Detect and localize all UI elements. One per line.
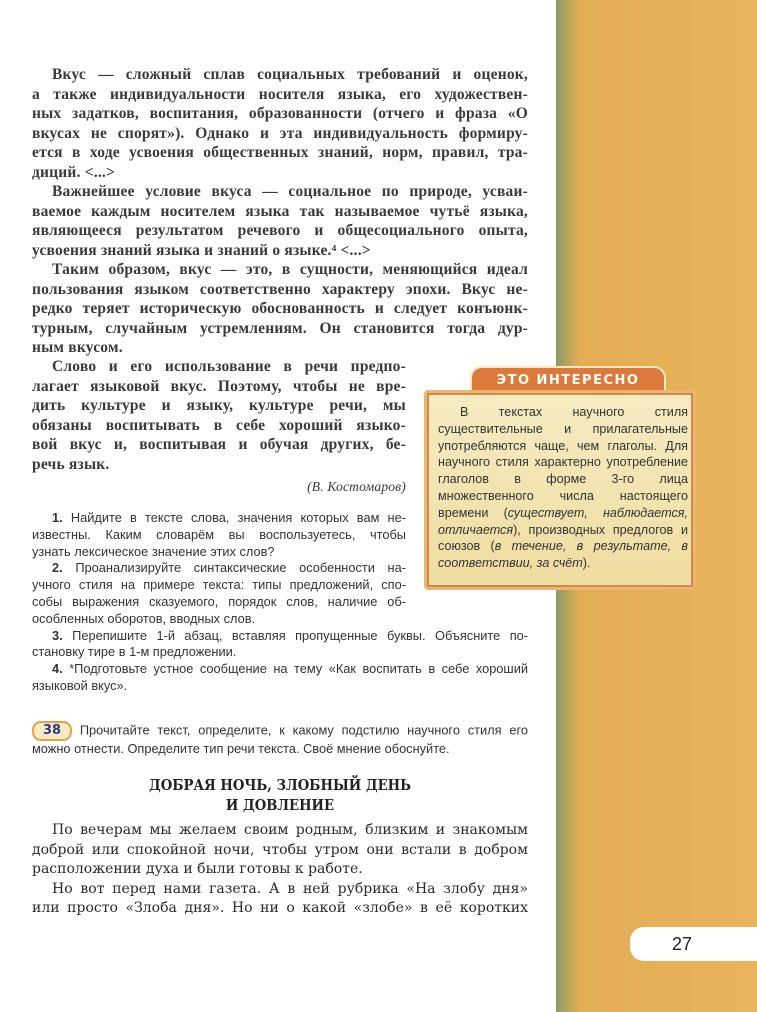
text-line: диций. <...>: [32, 163, 116, 181]
question-number: 2.: [52, 560, 63, 576]
text-line: лагает языковой вкус. Поэтому, чтобы не вре-: [32, 377, 406, 395]
text-line: По вечерам мы желаем своим родным, близким и знакомым: [52, 822, 528, 838]
text-line: Слово и его использование в речи предпо-: [52, 358, 406, 375]
question-item: [32, 510, 406, 560]
paragraph-4-block: [32, 357, 406, 497]
text-line: [32, 594, 406, 611]
text-line: ных задатков, воспитания, образованности (отчего и фраза «О: [32, 105, 528, 122]
text-line: [32, 560, 406, 577]
text-line: речь язык.: [32, 455, 110, 473]
article-text: [32, 821, 528, 919]
text-line: [32, 510, 406, 527]
text-line: расположении духа и были готовы к работе.: [32, 861, 363, 877]
article-paragraph-2: [32, 880, 528, 919]
text-line: Вкус — сложный сплав социальных требований и оценок,: [52, 66, 528, 83]
text-line: обязаны воспитывать в себе хороший языко-: [32, 416, 406, 434]
question-number: 1.: [52, 510, 63, 525]
question-text: становку тире в 1-м предложении.: [32, 644, 237, 660]
heading-line: И ДОВЛЕНИЕ: [225, 796, 335, 814]
question-text: учного стиля на примере текста: типы предложений, спо-: [32, 577, 406, 593]
page-number: 27: [630, 927, 757, 961]
question-text: Перепишите 1-й абзац, вставляя пропущенные буквы. Объясните по-: [72, 627, 528, 643]
sidebox-italic: в течение, в результате, в соответствии, за счёт: [438, 539, 688, 571]
text-line: Важнейшее условие вкуса — социальное по природе, усваи-: [52, 183, 528, 200]
text-line: Таким образом, вкус — это, в сущности, меняющийся идеал: [52, 261, 528, 278]
sidebox-italic: существует, наблюдается, отличается: [438, 505, 689, 537]
section-heading: [62, 775, 498, 815]
question-item: [32, 661, 528, 695]
question-text: особленных оборотов, вводных слов.: [32, 610, 256, 626]
question-text: Найдите в тексте слова, значения которых вам не-: [70, 510, 406, 525]
sidebox-text-part: ).: [582, 556, 591, 571]
sidebox-text-part: ), производных предлогов и союзов (: [438, 522, 688, 554]
text-line: редко теряет историческую обоснованность и следует конъюнк-: [32, 300, 528, 317]
text-line: доброй или спокойной ночи, чтобы утром они встали в добром: [32, 841, 528, 858]
question-item: [32, 628, 528, 662]
text-line: [32, 661, 528, 678]
question-text: собы выражения сказуемого, порядок слов, наличие об-: [32, 593, 406, 609]
text-line: вой вкус и, воспитывая и обучая других, бе-: [32, 436, 406, 453]
text-line: являющееся результатом речевого и общесоциального опыта,: [32, 222, 528, 239]
text-line: [32, 678, 528, 695]
sidebox-text-part: В текстах научного стиля существительные и прилагательные употребляются чаще, чем глаголы. Для научного стиля характерно употребление глаголов в форме 3-го лица множественного числа настоящего времени (: [438, 405, 688, 520]
question-number: 3.: [52, 627, 63, 643]
question-text: *Подготовьте устное сообщение на тему «Как воспитать в себе хороший: [69, 661, 528, 677]
paragraph-4: [32, 357, 406, 474]
exercise-38: [32, 721, 528, 758]
text-line: [32, 527, 406, 544]
text-line: дить культуре и языку, культуре речи, мы: [32, 397, 406, 414]
question-item: [32, 560, 406, 627]
question-text: известны. Каким словарём вы воспользуетесь, чтобы: [32, 526, 406, 542]
text-line: [32, 611, 406, 628]
text-line: турным, случайным устремлениям. Он становится тогда дур-: [32, 319, 528, 337]
text-line: ется в ходе усвоения общественных знаний, норм, правил, тра-: [32, 144, 528, 161]
paragraph-1: [32, 65, 528, 182]
question-text: узнать лексическое значение этих слов?: [32, 543, 275, 559]
text-line: а также индивидуальности носителя языка, его художествен-: [32, 85, 528, 103]
exercise-text: Прочитайте текст, определите, к какому подстилю научного стиля его можно отнести. Определите тип речи текста. Своё мнение обоснуйте.: [32, 722, 528, 756]
text-line: Но вот перед нами газета. А в ней рубрика «На злобу дня»: [52, 880, 528, 897]
text-line: [32, 544, 406, 561]
text-line: [32, 577, 406, 594]
sidebox-text: [438, 404, 688, 572]
sidebox-title: ЭТО ИНТЕРЕСНО: [470, 366, 666, 394]
main-text: [32, 65, 528, 358]
text-line: пользования языком соответственно характеру эпохи. Вкус не-: [32, 280, 528, 298]
paragraph-3: [32, 260, 528, 358]
article-paragraph-1: [32, 821, 528, 880]
attribution: (В. Костомаров): [307, 479, 406, 494]
text-line: [32, 628, 528, 645]
text-line: вкусах не спорят»). Однако и эта индивидуальность формиру-: [32, 124, 528, 142]
question-text: языковой вкус».: [32, 677, 128, 693]
exercise-number-badge: 38: [32, 721, 72, 741]
text-line: [32, 644, 528, 661]
text-line: ваемое каждым носителем языка так называемое чутьё языка,: [32, 202, 528, 220]
question-text: Проанализируйте синтаксические особенности на-: [75, 560, 406, 576]
question-number: 4.: [52, 661, 63, 677]
paragraph-2: [32, 182, 528, 260]
text-line: или просто «Злоба дня». Но ни о какой «злобе» в её коротких: [32, 900, 528, 916]
text-line: усвоения знаний языка и знаний о языке.⁴ <...>: [32, 241, 371, 259]
heading-line: ДОБРАЯ НОЧЬ, ЗЛОБНЫЙ ДЕНЬ: [148, 776, 412, 794]
text-line: ным вкусом.: [32, 339, 123, 356]
